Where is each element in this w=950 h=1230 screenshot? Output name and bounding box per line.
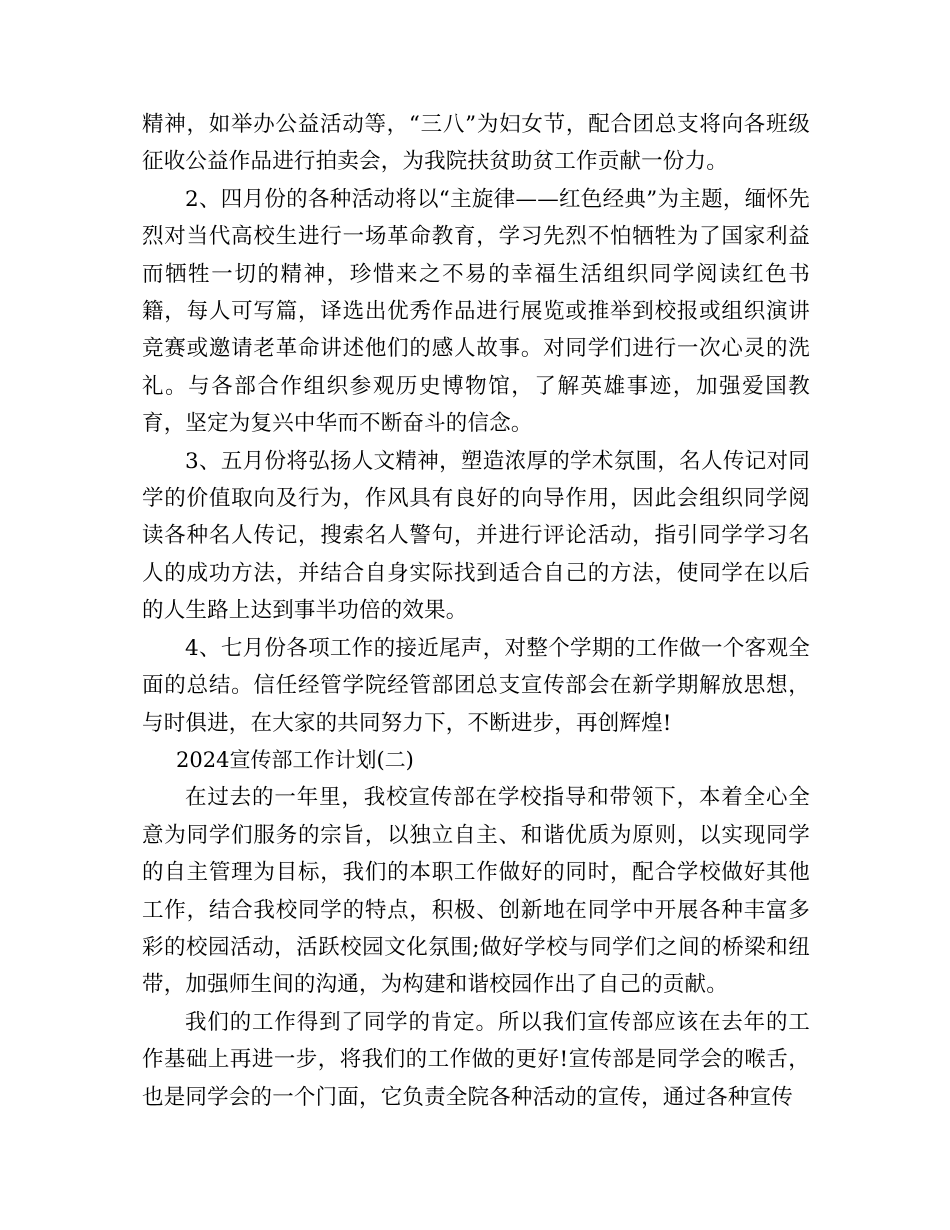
document-body	[142, 106, 810, 1116]
paragraph-april-activities: 2、四月份的各种活动将以“主旋律——红色经典”为主题，缅怀先烈对当代高校生进行一场革命教育，学习先烈不怕牺牲为了国家利益而牺牲一切的精神，珍惜来之不易的幸福生活组织同学阅读红色书籍，每人可写篇，译选出优秀作品进行展览或推举到校报或组织演讲竞赛或邀请老革命讲述他们的感人故事。对同学们进行一次心灵的洗礼。与各部合作组织参观历史博物馆，了解英雄事迹，加强爱国教育，坚定为复兴中华而不断奋斗的信念。	[142, 186, 810, 437]
paragraph-past-year: 在过去的一年里，我校宣传部在学校指导和带领下，本着全心全意为同学们服务的宗旨，以独立自主、和谐优质为原则，以实现同学的自主管理为目标，我们的本职工作做好的同时，配合学校做好其他工作，结合我校同学的特点，积极、创新地在同学中开展各种丰富多彩的校园活动，活跃校园文化氛围;做好学校与同学们之间的桥梁和纽带，加强师生间的沟通，为构建和谐校园作出了自己的贡献。	[142, 785, 810, 998]
paragraph-july-summary: 4、七月份各项工作的接近尾声，对整个学期的工作做一个客观全面的总结。信任经管学院经管部团总支宣传部会在新学期解放思想，与时俱进，在大家的共同努力下，不断进步，再创辉煌!	[142, 635, 810, 736]
paragraph-work-affirmed: 我们的工作得到了同学的肯定。所以我们宣传部应该在去年的工作基础上再进一步，将我们的工作做的更好!宣传部是同学会的喉舌，也是同学会的一个门面，它负责全院各种活动的宣传，通过各种宣传	[142, 1009, 810, 1110]
section-heading: 2024宣传部工作计划(二)	[176, 747, 414, 772]
paragraph-may-activities: 3、五月份将弘扬人文精神，塑造浓厚的学术氛围，名人传记对同学的价值取向及行为，作风具有良好的向导作用，因此会组织同学阅读各种名人传记，搜索名人警句，并进行评论活动，指引同学学习名人的成功方法，并结合自身实际找到适合自己的方法，使同学在以后的人生路上达到事半功倍的效果。	[142, 448, 810, 624]
paragraph-continuation: 精神，如举办公益活动等，“三八”为妇女节，配合团总支将向各班级征收公益作品进行拍卖会，为我院扶贫助贫工作贡献一份力。	[142, 112, 810, 175]
